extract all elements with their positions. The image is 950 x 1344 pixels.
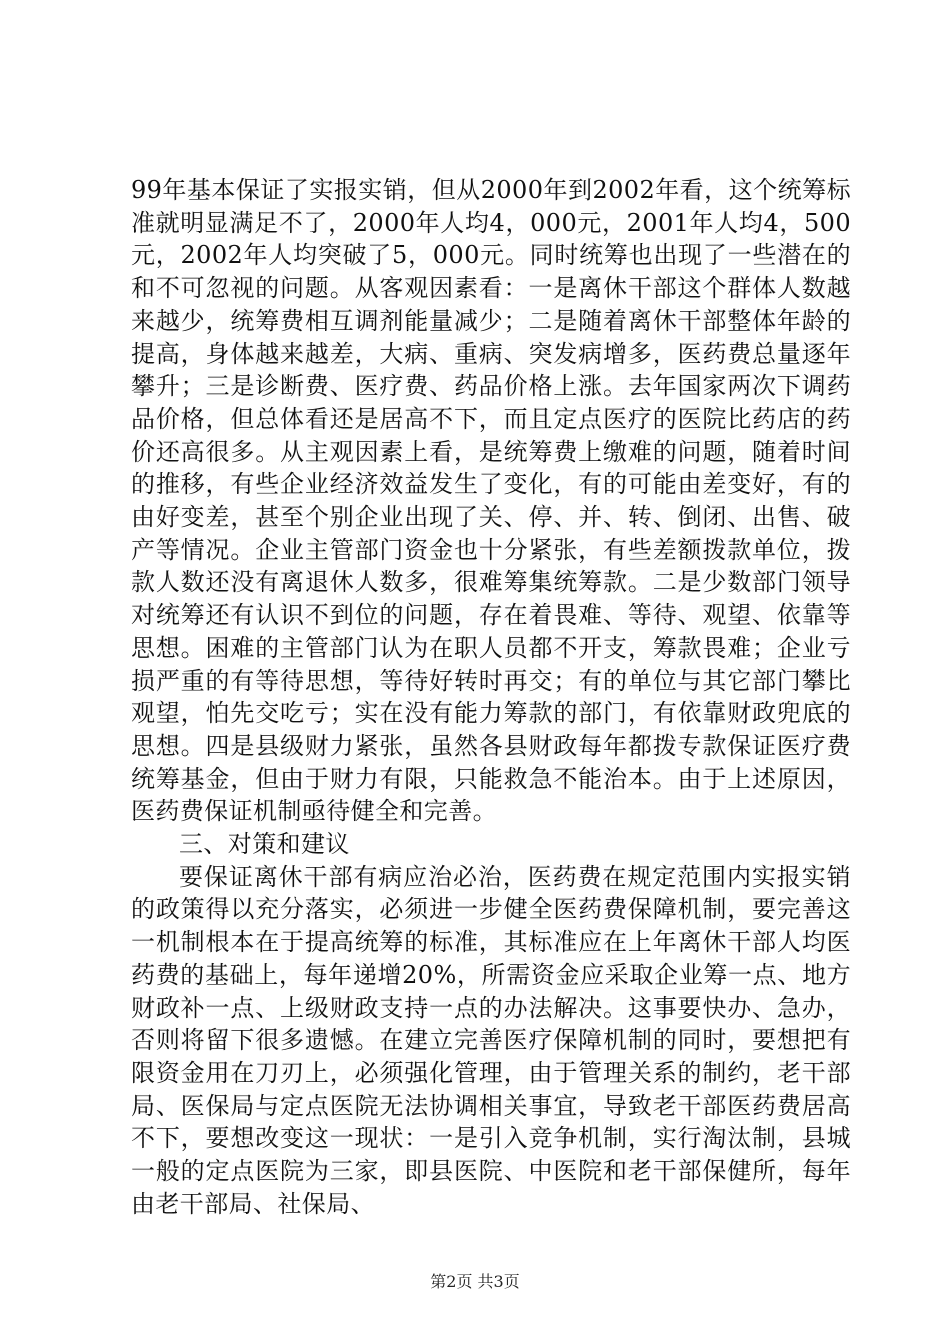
section-heading: 三、对策和建议 <box>179 830 350 859</box>
paragraph-cost-issues: 99年基本保证了实报实销，但从2000年到2002年看，这个统筹标准就明显满足不了，2000年人均4，000元，2001年人均4，500元，2002年人均突破了5，000元。同时统筹也出现了一些潜在的和不可忽视的问题。从客观因素看：一是离休干部这个群体人数越来越少，统筹费相互调剂能量减少；二是随着离休干部整体年龄的提高，身体越来越差，大病、重病、突发病增多，医药费总量逐年攀升；三是诊断费、医疗费、药品价格上涨。去年国家两次下调药品价格，但总体看还是居高不下，而且定点医疗的医院比药店的药价还高很多。从主观因素上看，是统筹费上缴难的问题，随着时间的推移，有些企业经济效益发生了变化，有的可能由差变好，有的由好变差，甚至个别企业出现了关、停、并、转、倒闭、出售、破产等情况。企业主管部门资金也十分紧张，有些差额拨款单位，拨款人数还没有离退休人数多，很难筹集统筹款。二是少数部门领导对统筹还有认识不到位的问题，存在着畏难、等待、观望、依靠等思想。困难的主管部门认为在职人员都不开支，筹款畏难；企业亏损严重的有等待思想，等待好转时再交；有的单位与其它部门攀比观望，怕先交吃亏；实在没有能力筹款的部门，有依靠财政兜底的思想。四是县级财力紧张，虽然各县财政每年都拨专款保证医疗费统筹基金，但由于财力有限，只能救急不能治本。由于上述原因，医药费保证机制亟待健全和完善。 <box>131 176 851 826</box>
document-body <box>131 174 851 1221</box>
page-number-footer: 第2页 共3页 <box>430 1272 520 1291</box>
paragraph-recommendations: 要保证离休干部有病应治必治，医药费在规定范围内实报实销的政策得以充分落实，必须进一步健全医药费保障机制，要完善这一机制根本在于提高统筹的标准，其标准应在上年离休干部人均医药费的基础上，每年递增20%，所需资金应采取企业筹一点、地方财政补一点、上级财政支持一点的办法解决。这事要快办、急办，否则将留下很多遗憾。在建立完善医疗保障机制的同时，要想把有限资金用在刀刃上，必须强化管理，由于管理关系的制约，老干部局、医保局与定点医院无法协调相关事宜，导致老干部医药费居高不下，要想改变这一现状：一是引入竞争机制，实行淘汰制，县城一般的定点医院为三家，即县医院、中医院和老干部保健所，每年由老干部局、社保局、 <box>131 862 851 1218</box>
